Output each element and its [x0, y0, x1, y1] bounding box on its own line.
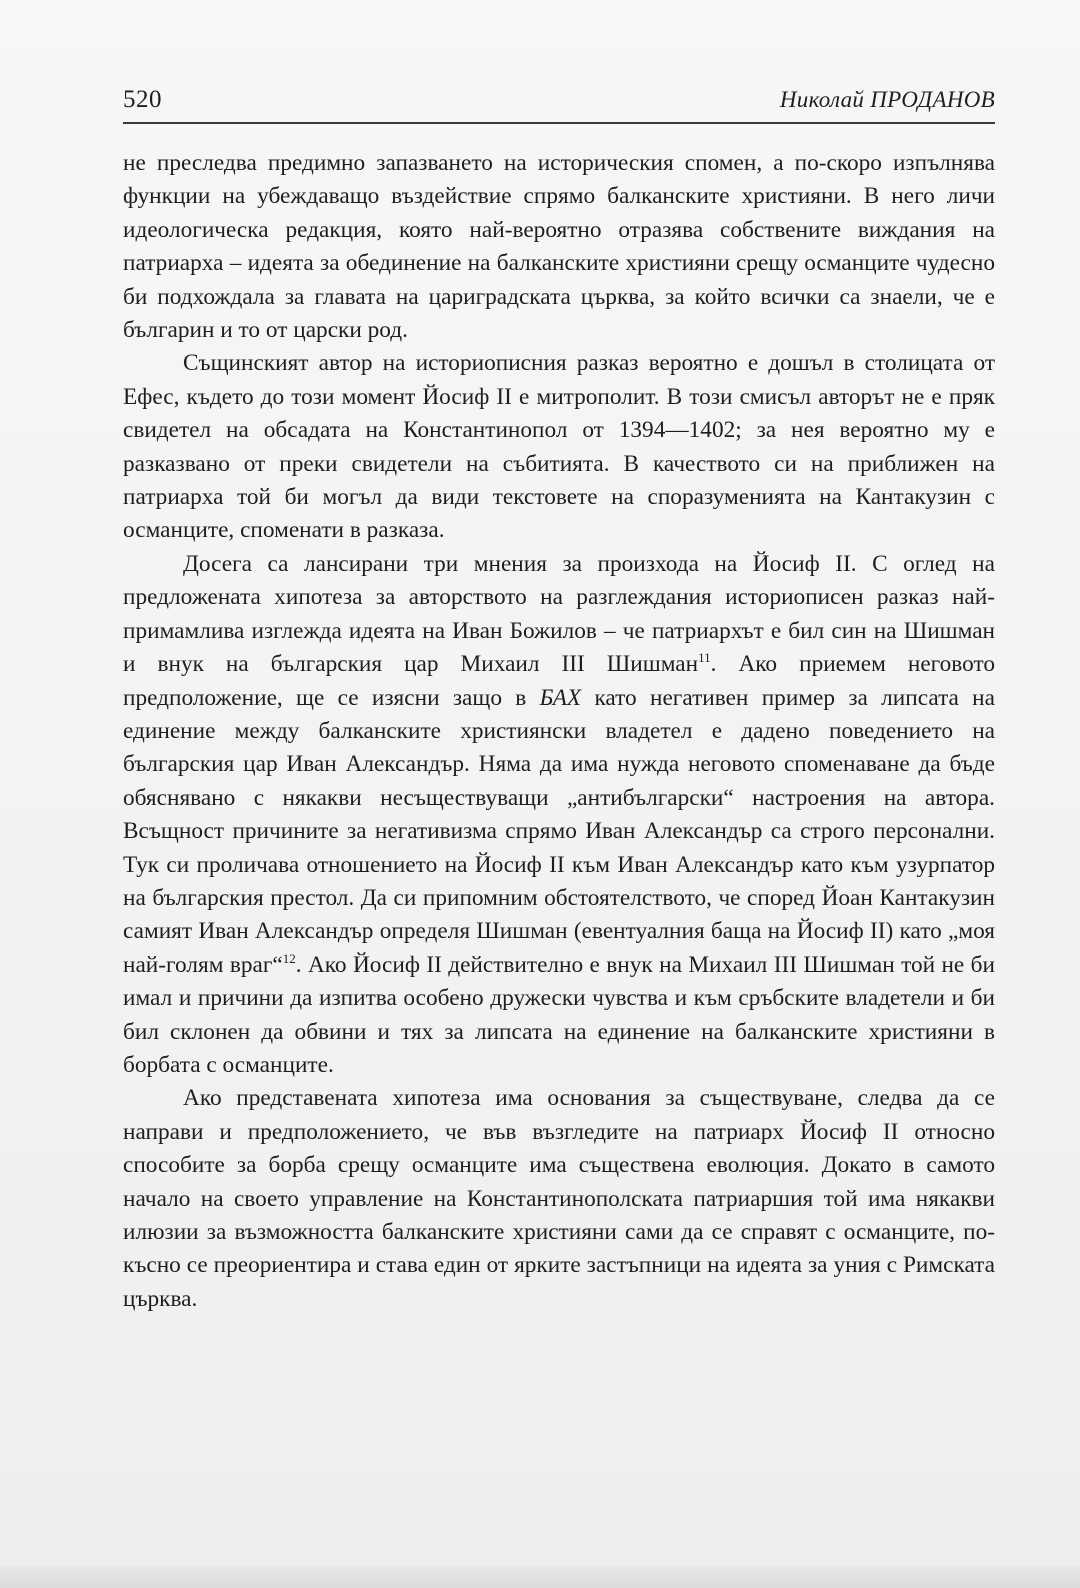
footnote-ref-12: 12: [282, 950, 296, 966]
italic-abbreviation: БАХ: [539, 684, 582, 711]
page-number: 520: [123, 86, 162, 113]
paragraph-3-part-2: . Ако приемем неговото предположение, ще се изясни защо в: [123, 651, 995, 711]
paragraph-3-part-4: . Ако Йосиф II действително е внук на Михаил III Шишман той не би имал и причини да изпитва особено дружески чувства и към сръбските владетели и би бил склонен да обвини и тях за липсата на единение на балканските християни в борбата с османците.: [123, 951, 995, 1078]
paragraph-3: [123, 548, 995, 1083]
paragraph-3-part-1: Досега са лансирани три мнения за произхода на Йосиф II. С оглед на предложената хипотеза за авторството на разглеждания историописен разказ най-примамлива изглежда идеята на Иван Божилов – че патриархът е бил син на Шишман и внук на българския цар Михаил III Шишман: [123, 550, 995, 678]
footnote-ref-11: 11: [698, 650, 711, 666]
paragraph-2: Същинският автор на историописния разказ вероятно е дошъл в столицата от Ефес, където до този момент Йосиф II е митрополит. В този смисъл авторът не е пряк свидетел на обсадата на Константинопол от 1394—1402; за нея вероятно му е разказвано от преки свидетели на събитията. В качеството си на приближен на патриарха той би могъл да види текстовете на споразуменията на Кантакузин с османците, споменати в разказа.: [123, 350, 995, 544]
paragraph-1: не преследва предимно запазването на историческия спомен, а по-скоро изпълнява функции на убеждаващо въздействие спрямо балканските християни. В него личи идеологическа редакция, която най-вероятно отразява собствените виждания на патриарха – идеята за обединение на балканските християни срещу османците чудесно би подхождала за главата на цариградската църква, за който всички са знаели, че е българин и то от царски род.: [123, 150, 995, 344]
body-text: [123, 147, 995, 1316]
scan-bottom-edge: [0, 1566, 1080, 1588]
page-header: [123, 84, 995, 124]
paragraph-4: Ако представената хипотеза има основания за съществуване, следва да се направи и предположението, че във възгледите на патриарх Йосиф II относно способите за борба срещу османците има съществена еволюция. Докато в самото начало на своето управление на Константинополската патриаршия той има някакви илюзии за възможността балканските християни сами да се справят с османците, по-късно се преориентира и става един от ярките застъпници на идеята за уния с Римската църква.: [123, 1085, 995, 1312]
running-head: Николай ПРОДАНОВ: [779, 87, 995, 112]
paragraph-3-part-3: като негативен пример за липсата на единение между балканските християнски владетел е дадено поведението на българския цар Иван Александър. Няма да има нужда неговото споменаване да бъде обяснявано с някакви несъществуващи „антибългарски“ настроения на автора. Всъщност причините за негативизма спрямо Иван Александър са строго персонални. Тук си проличава отношението на Йосиф II към Иван Александър като към узурпатор на българския престол. Да си припомним обстоятелството, че според Йоан Кантакузин самият Иван Александър определя Шишман (евентуалния баща на Йосиф II) като „моя най-голям враг“: [123, 684, 995, 978]
